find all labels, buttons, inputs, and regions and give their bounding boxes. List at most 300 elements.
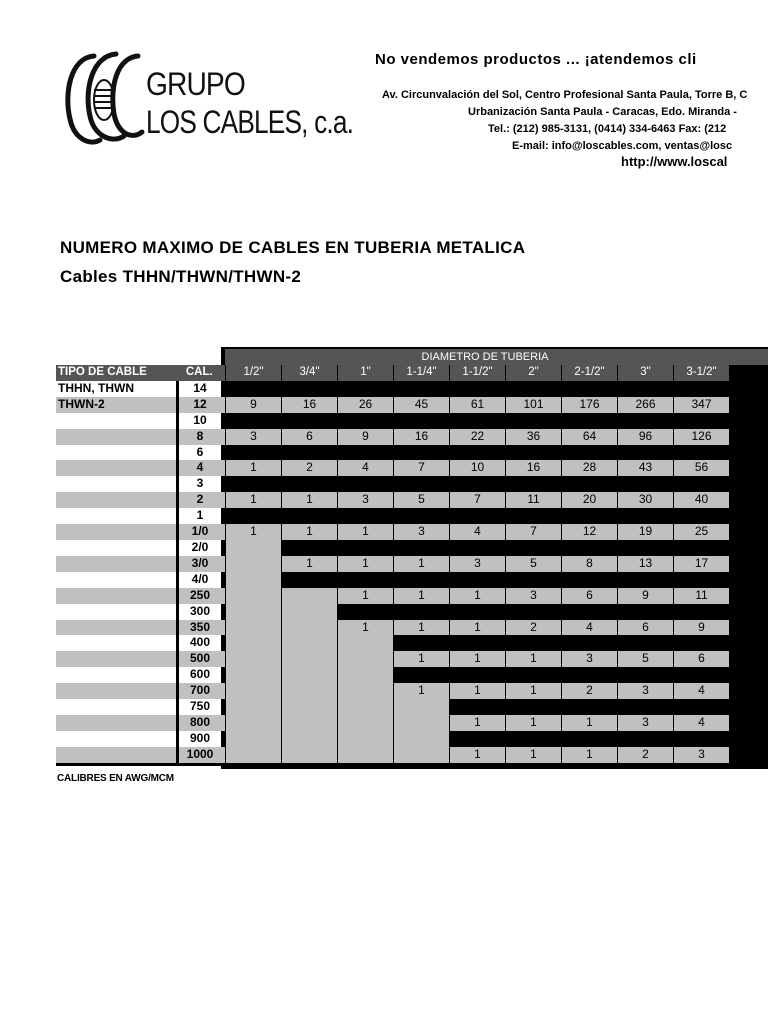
cable-count-cell: 1: [338, 508, 394, 524]
cable-count-cell: 11: [674, 588, 730, 604]
cable-count-cell: 25: [674, 524, 730, 540]
cable-count-cell: 84: [450, 381, 506, 397]
gauge-cell: 3: [178, 476, 226, 492]
cable-count-cell: 2: [562, 683, 618, 699]
cable-type-cell: [56, 715, 178, 731]
cable-count-cell: 266: [618, 397, 674, 413]
column-header-calibre: CAL.: [178, 365, 226, 381]
cable-count-cell: 15: [562, 508, 618, 524]
cable-count-cell: 28: [394, 413, 450, 429]
cable-count-cell: 1: [338, 620, 394, 636]
cable-count-cell: 1: [226, 460, 282, 476]
cable-type-cell: [56, 445, 178, 461]
cable-count-cell: [282, 715, 338, 731]
slogan: No vendemos productos ... ¡atendemos cli: [375, 51, 697, 68]
gauge-cell: 1/0: [178, 524, 226, 540]
gauge-cell: 1000: [178, 747, 226, 764]
cable-count-cell: [282, 699, 338, 715]
cable-count-cell: 6: [674, 651, 730, 667]
cable-count-cell: 1: [394, 635, 450, 651]
cable-count-cell: 20: [562, 492, 618, 508]
cable-count-cell: 19: [618, 524, 674, 540]
cable-count-cell: [226, 731, 282, 747]
column-header-diameter: 3-1/2": [674, 365, 730, 381]
cable-count-cell: 5: [674, 667, 730, 683]
cable-type-cell: THWN-2: [56, 397, 178, 413]
cable-count-cell: 1: [282, 476, 338, 492]
cable-count-cell: 1: [338, 540, 394, 556]
cable-count-cell: [226, 667, 282, 683]
cable-count-cell: 1: [506, 651, 562, 667]
gauge-cell: 500: [178, 651, 226, 667]
cable-count-cell: 3: [450, 540, 506, 556]
cable-count-cell: 1: [450, 715, 506, 731]
cable-count-cell: 1: [450, 667, 506, 683]
cable-count-cell: 7: [450, 492, 506, 508]
cable-type-cell: [56, 667, 178, 683]
cable-count-cell: 1: [226, 476, 282, 492]
cable-count-cell: 91: [674, 445, 730, 461]
table-row: [56, 604, 729, 620]
table-row: [56, 429, 729, 445]
website-link[interactable]: http://www.loscal: [621, 154, 728, 169]
cable-count-cell: 43: [618, 460, 674, 476]
table-row: [56, 588, 729, 604]
gauge-cell: 750: [178, 699, 226, 715]
cable-count-cell: 16: [506, 460, 562, 476]
gauge-cell: 800: [178, 715, 226, 731]
gauge-cell: 12: [178, 397, 226, 413]
cable-type-cell: [56, 747, 178, 764]
cable-count-cell: 1: [562, 731, 618, 747]
cable-count-cell: 476: [674, 381, 730, 397]
table-row: [56, 556, 729, 572]
cable-count-cell: 9: [618, 588, 674, 604]
gauge-cell: 350: [178, 620, 226, 636]
company-logo: [60, 44, 354, 154]
cable-count-cell: 1: [450, 683, 506, 699]
gauge-cell: 14: [178, 381, 226, 397]
cable-count-cell: [338, 699, 394, 715]
cable-count-cell: 3: [506, 588, 562, 604]
cable-count-cell: 69: [618, 445, 674, 461]
cable-count-cell: 8: [506, 508, 562, 524]
cable-type-cell: [56, 572, 178, 588]
cable-count-cell: 26: [506, 445, 562, 461]
cable-count-cell: 1: [394, 556, 450, 572]
cable-count-cell: 5: [506, 556, 562, 572]
cable-count-cell: [282, 604, 338, 620]
cable-count-cell: 126: [674, 429, 730, 445]
cable-type-cell: [56, 429, 178, 445]
cable-count-cell: [226, 635, 282, 651]
page-title: NUMERO MAXIMO DE CABLES EN TUBERIA METALICA: [60, 238, 526, 257]
cable-count-cell: 1: [394, 604, 450, 620]
cable-count-cell: 1: [394, 572, 450, 588]
cable-count-cell: 10: [282, 413, 338, 429]
table-row: [56, 667, 729, 683]
cable-count-cell: 1: [394, 683, 450, 699]
cable-count-cell: 1: [282, 524, 338, 540]
cable-count-cell: [282, 683, 338, 699]
cable-count-cell: 40: [674, 492, 730, 508]
cable-count-cell: 16: [450, 445, 506, 461]
phone-line: Tel.: (212) 985-3131, (0414) 334-6463 Fax: (212: [488, 123, 727, 135]
cable-count-cell: [226, 540, 282, 556]
company-header: [300, 48, 768, 178]
cable-count-cell: 111: [562, 413, 618, 429]
cable-count-cell: 1: [450, 699, 506, 715]
gauge-cell: 400: [178, 635, 226, 651]
cable-count-cell: 8: [562, 556, 618, 572]
cable-count-cell: 241: [562, 381, 618, 397]
cable-count-cell: 5: [394, 492, 450, 508]
cable-type-cell: [56, 492, 178, 508]
cable-count-cell: 1: [506, 699, 562, 715]
cable-type-cell: [56, 524, 178, 540]
cable-type-cell: [56, 635, 178, 651]
cable-count-cell: [282, 651, 338, 667]
cable-count-cell: 176: [562, 397, 618, 413]
cable-count-cell: 3: [450, 556, 506, 572]
cable-count-cell: 3: [618, 683, 674, 699]
cable-count-cell: 1: [506, 715, 562, 731]
table-row: [56, 460, 729, 476]
cable-count-cell: [338, 731, 394, 747]
cable-count-cell: 6: [282, 429, 338, 445]
cable-count-cell: 4: [674, 683, 730, 699]
cable-count-cell: 1: [338, 556, 394, 572]
cable-count-cell: 219: [674, 413, 730, 429]
cable-count-cell: 14: [674, 572, 730, 588]
cable-count-cell: 96: [618, 429, 674, 445]
cable-count-cell: 5: [618, 651, 674, 667]
cable-count-cell: 1: [394, 588, 450, 604]
cable-count-cell: [394, 715, 450, 731]
table-row: [56, 683, 729, 699]
cable-count-cell: 1: [282, 572, 338, 588]
cable-count-cell: 1: [226, 492, 282, 508]
diameter-group-header: DIAMETRO DE TUBERIA: [225, 349, 768, 365]
table-row: [56, 492, 729, 508]
cable-count-cell: 10: [450, 460, 506, 476]
cable-count-cell: 1: [338, 588, 394, 604]
cable-count-cell: 1: [450, 731, 506, 747]
table-row: [56, 524, 729, 540]
cable-count-cell: 6: [562, 588, 618, 604]
cable-count-cell: 3: [674, 731, 730, 747]
cable-count-cell: 1: [506, 667, 562, 683]
cable-count-cell: 364: [618, 381, 674, 397]
cable-count-cell: 56: [674, 460, 730, 476]
cable-count-cell: 20: [674, 540, 730, 556]
table-row: [56, 381, 729, 397]
cable-count-cell: 3: [338, 476, 394, 492]
cable-count-cell: [282, 667, 338, 683]
gauge-cell: 2/0: [178, 540, 226, 556]
cable-count-cell: 1: [506, 635, 562, 651]
cable-count-cell: 3: [618, 715, 674, 731]
cable-count-cell: 5: [562, 604, 618, 620]
cable-count-cell: 6: [394, 476, 450, 492]
cable-count-cell: 1: [338, 604, 394, 620]
cable-count-cell: [226, 683, 282, 699]
cable-count-cell: 1: [394, 667, 450, 683]
cable-count-cell: [282, 747, 338, 764]
cable-reel-logo-icon: [60, 44, 150, 154]
cable-count-cell: 3: [618, 731, 674, 747]
cable-count-cell: 7: [338, 445, 394, 461]
table-row: [56, 635, 729, 651]
column-header-diameter: 2-1/2": [562, 365, 618, 381]
cable-count-cell: 9: [674, 620, 730, 636]
table-row: [56, 620, 729, 636]
cable-count-cell: [338, 667, 394, 683]
gauge-cell: 3/0: [178, 556, 226, 572]
cable-count-cell: 347: [674, 397, 730, 413]
cable-capacity-table: [56, 347, 768, 772]
cable-count-cell: 1: [562, 715, 618, 731]
cable-count-cell: [226, 620, 282, 636]
cable-count-cell: 61: [450, 397, 506, 413]
table-row: [56, 651, 729, 667]
cable-count-cell: 28: [562, 460, 618, 476]
table-row: [56, 715, 729, 731]
cable-count-cell: 1: [338, 572, 394, 588]
cable-count-cell: 6: [618, 620, 674, 636]
cable-count-cell: 10: [562, 540, 618, 556]
gauge-cell: 10: [178, 413, 226, 429]
cable-count-cell: 3: [674, 747, 730, 764]
cable-count-cell: 29: [674, 508, 730, 524]
cable-count-cell: 1: [450, 635, 506, 651]
cable-count-cell: 3: [338, 492, 394, 508]
gauge-cell: 700: [178, 683, 226, 699]
cable-table: [56, 365, 729, 766]
cable-type-cell: [56, 413, 178, 429]
cable-count-cell: 11: [618, 572, 674, 588]
gauge-cell: 250: [178, 588, 226, 604]
table-row: [56, 476, 729, 492]
cable-count-cell: 1: [506, 683, 562, 699]
cable-count-cell: 4: [338, 460, 394, 476]
cable-count-cell: 3: [394, 524, 450, 540]
cable-count-cell: 12: [562, 524, 618, 540]
cable-count-cell: [226, 699, 282, 715]
table-row: [56, 413, 729, 429]
cable-count-cell: 1: [562, 747, 618, 764]
cable-count-cell: 16: [282, 397, 338, 413]
cable-count-cell: [282, 635, 338, 651]
table-row: [56, 508, 729, 524]
footnote: CALIBRES EN AWG/MCM: [57, 773, 174, 784]
column-header-diameter: 1-1/2": [450, 365, 506, 381]
cable-type-cell: [56, 651, 178, 667]
cable-count-cell: 10: [674, 604, 730, 620]
cable-count-cell: [338, 651, 394, 667]
cable-count-cell: [282, 731, 338, 747]
cable-count-cell: 7: [394, 460, 450, 476]
gauge-cell: 600: [178, 667, 226, 683]
column-header-diameter: 1/2": [226, 365, 282, 381]
cable-count-cell: [226, 556, 282, 572]
table-row: [56, 445, 729, 461]
cable-count-cell: 1: [562, 699, 618, 715]
gauge-cell: 8: [178, 429, 226, 445]
gauge-cell: 1: [178, 508, 226, 524]
cable-count-cell: [282, 588, 338, 604]
cable-type-cell: [56, 699, 178, 715]
cable-count-cell: 5: [450, 508, 506, 524]
cable-count-cell: 1: [282, 556, 338, 572]
cable-count-cell: [338, 683, 394, 699]
cable-count-cell: 167: [618, 413, 674, 429]
cable-count-cell: 1: [450, 620, 506, 636]
cable-count-cell: 64: [562, 429, 618, 445]
cable-count-cell: 3: [562, 651, 618, 667]
table-body: [56, 381, 729, 764]
gauge-cell: 2: [178, 492, 226, 508]
cable-count-cell: 22: [618, 508, 674, 524]
cable-count-cell: 4: [394, 508, 450, 524]
cable-count-cell: 3: [226, 429, 282, 445]
cable-count-cell: [226, 588, 282, 604]
cable-count-cell: 22: [282, 381, 338, 397]
cable-count-cell: [226, 604, 282, 620]
gauge-cell: 300: [178, 604, 226, 620]
table-header-row: [56, 365, 729, 381]
cable-count-cell: 13: [506, 476, 562, 492]
cable-count-cell: 1: [506, 747, 562, 764]
cable-count-cell: 1: [394, 651, 450, 667]
cable-count-cell: [338, 715, 394, 731]
cable-count-cell: 138: [506, 381, 562, 397]
cable-count-cell: 47: [674, 476, 730, 492]
gauge-cell: 4/0: [178, 572, 226, 588]
cable-count-cell: 9: [226, 397, 282, 413]
cable-count-cell: [394, 747, 450, 764]
address-line-1: Av. Circunvalación del Sol, Centro Profesional Santa Paula, Torre B, C: [382, 89, 748, 101]
cable-count-cell: 24: [562, 476, 618, 492]
cable-count-cell: 16: [338, 413, 394, 429]
column-header-diameter: 2": [506, 365, 562, 381]
cable-type-cell: [56, 604, 178, 620]
cable-count-cell: 3: [618, 699, 674, 715]
cable-count-cell: 16: [618, 540, 674, 556]
cable-count-cell: 1: [450, 588, 506, 604]
column-header-diameter: 1": [338, 365, 394, 381]
cable-count-cell: 35: [338, 381, 394, 397]
logo-line-grupo: GRUPO: [146, 66, 245, 102]
cable-count-cell: 6: [618, 635, 674, 651]
gauge-cell: 900: [178, 731, 226, 747]
cable-count-cell: 1: [282, 540, 338, 556]
cable-count-cell: 3: [506, 604, 562, 620]
cable-type-cell: [56, 476, 178, 492]
cable-count-cell: 63: [506, 413, 562, 429]
cable-count-cell: 7: [506, 524, 562, 540]
column-header-diameter: 3/4": [282, 365, 338, 381]
cable-type-cell: [56, 620, 178, 636]
cable-type-cell: THHN, THWN: [58, 380, 134, 395]
cable-count-cell: 9: [338, 429, 394, 445]
cable-count-cell: [226, 572, 282, 588]
cable-count-cell: 1: [450, 604, 506, 620]
table-row: [56, 731, 729, 747]
cable-count-cell: 4: [450, 524, 506, 540]
cable-count-cell: [394, 731, 450, 747]
cable-type-cell: [56, 731, 178, 747]
column-header-tipo-de-cable: TIPO DE CABLE: [56, 365, 178, 381]
cable-count-cell: 4: [618, 667, 674, 683]
cable-count-cell: 2: [618, 747, 674, 764]
cable-count-cell: 38: [450, 413, 506, 429]
cable-count-cell: 13: [618, 556, 674, 572]
cable-count-cell: 16: [394, 429, 450, 445]
cable-count-cell: 26: [338, 397, 394, 413]
cable-count-cell: 1: [450, 651, 506, 667]
column-header-diameter: 3": [618, 365, 674, 381]
table-row: [56, 699, 729, 715]
cable-count-cell: 22: [450, 429, 506, 445]
cable-count-cell: 2: [226, 445, 282, 461]
cable-count-cell: 7: [562, 572, 618, 588]
cable-type-cell: [56, 588, 178, 604]
cable-count-cell: 17: [674, 556, 730, 572]
cable-count-cell: 11: [506, 492, 562, 508]
table-row: [56, 397, 729, 413]
cable-type-cell: [56, 556, 178, 572]
cable-count-cell: 2: [282, 460, 338, 476]
cable-count-cell: 46: [562, 445, 618, 461]
cable-count-cell: [338, 747, 394, 764]
cable-count-cell: 30: [618, 492, 674, 508]
cable-count-cell: [226, 747, 282, 764]
cable-count-cell: [226, 651, 282, 667]
cable-count-cell: 45: [394, 397, 450, 413]
cable-type-cell: [56, 540, 178, 556]
table-row: [56, 747, 729, 764]
cable-count-cell: 101: [506, 397, 562, 413]
cable-count-cell: [394, 699, 450, 715]
cable-count-cell: 1: [394, 620, 450, 636]
cable-type-cell: [56, 460, 178, 476]
cable-count-cell: 6: [506, 540, 562, 556]
cable-count-cell: 36: [618, 476, 674, 492]
cable-count-cell: 7: [618, 604, 674, 620]
cable-count-cell: 4: [282, 445, 338, 461]
cable-count-cell: 1: [226, 508, 282, 524]
cable-count-cell: [338, 635, 394, 651]
logo-line-los-cables: LOS CABLES, c.a.: [146, 104, 354, 140]
cable-count-cell: 2: [506, 620, 562, 636]
gauge-cell: 6: [178, 445, 226, 461]
cable-count-cell: 2: [394, 540, 450, 556]
page-subtitle: Cables THHN/THWN/THWN-2: [60, 267, 302, 286]
cable-count-cell: [282, 620, 338, 636]
cable-count-cell: 12: [226, 381, 282, 397]
table-row: [56, 572, 729, 588]
cable-count-cell: 8: [674, 635, 730, 651]
cable-count-cell: 8: [450, 476, 506, 492]
cable-count-cell: 12: [394, 445, 450, 461]
cable-count-cell: 4: [562, 635, 618, 651]
cable-type-cell: [56, 508, 178, 524]
cable-count-cell: 61: [394, 381, 450, 397]
cable-count-cell: 1: [282, 492, 338, 508]
cable-count-cell: 4: [506, 572, 562, 588]
email-line: E-mail: info@loscables.com, ventas@losc: [512, 140, 733, 152]
